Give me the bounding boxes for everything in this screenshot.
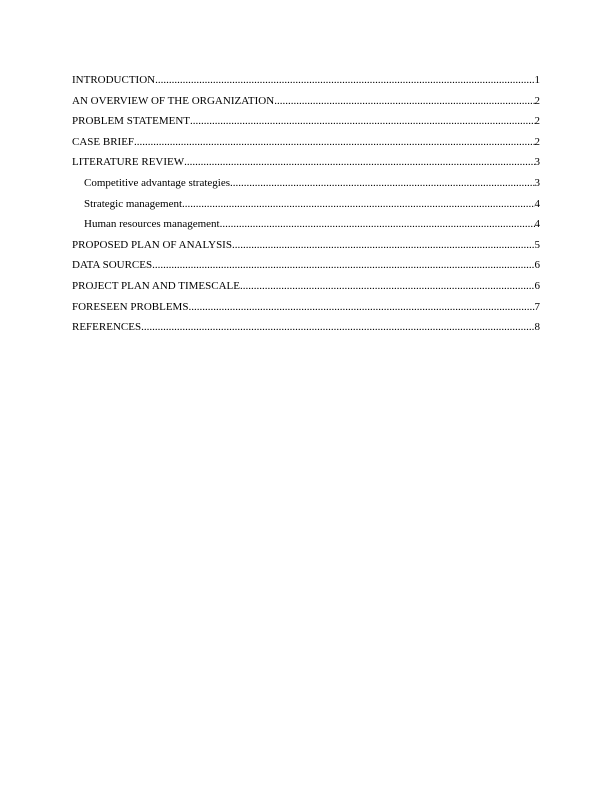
toc-dot-leader (188, 297, 534, 318)
toc-entry-foreseen-problems[interactable] (72, 297, 540, 318)
toc-entry-title: REFERENCES (72, 321, 142, 334)
toc-entry-title: LITERATURE REVIEW (72, 156, 185, 169)
toc-entry-references[interactable] (72, 317, 540, 338)
toc-dot-leader (155, 70, 534, 91)
toc-entry-proposed-plan-of-analysis[interactable] (72, 235, 540, 256)
toc-entry-page-number: 6 (534, 259, 540, 272)
toc-dot-leader (232, 235, 535, 256)
toc-entry-data-sources[interactable] (72, 255, 540, 276)
toc-dot-leader (240, 276, 535, 297)
toc-entry-page-number: 4 (534, 197, 540, 210)
toc-entry-title: CASE BRIEF (72, 135, 135, 148)
toc-dot-leader (230, 173, 534, 194)
toc-dot-leader (141, 317, 534, 338)
toc-dot-leader (184, 152, 534, 173)
toc-entry-title: Strategic management (84, 197, 183, 210)
table-of-contents (72, 70, 540, 338)
toc-entry-title: Competitive advantage strategies (84, 176, 231, 189)
toc-entry-competitive-advantage-strategies[interactable] (72, 173, 540, 194)
toc-entry-problem-statement[interactable] (72, 111, 540, 132)
toc-entry-title: Human resources management (84, 218, 220, 231)
toc-entry-page-number: 2 (534, 115, 540, 128)
toc-entry-literature-review[interactable] (72, 152, 540, 173)
toc-entry-title: FORESEEN PROBLEMS (72, 300, 189, 313)
toc-entry-page-number: 3 (534, 156, 540, 169)
toc-entry-page-number: 6 (534, 279, 540, 292)
toc-dot-leader (190, 111, 535, 132)
toc-entry-title: PROPOSED PLAN OF ANALYSIS (72, 238, 232, 251)
toc-entry-page-number: 4 (534, 218, 540, 231)
toc-entry-page-number: 2 (534, 135, 540, 148)
toc-dot-leader (274, 91, 534, 112)
toc-entry-introduction[interactable] (72, 70, 540, 91)
toc-dot-leader (134, 132, 534, 153)
toc-dot-leader (182, 194, 534, 215)
toc-entry-title: AN OVERVIEW OF THE ORGANIZATION (72, 94, 275, 107)
toc-entry-title: DATA SOURCES (72, 259, 153, 272)
toc-entry-page-number: 1 (534, 74, 540, 86)
toc-entry-title: PROBLEM STATEMENT (72, 115, 190, 128)
toc-entry-overview-of-organization[interactable] (72, 91, 540, 112)
toc-entry-page-number: 8 (534, 321, 540, 334)
toc-dot-leader (152, 255, 534, 276)
toc-entry-case-brief[interactable] (72, 132, 540, 153)
toc-entry-strategic-management[interactable] (72, 194, 540, 215)
toc-entry-title: PROJECT PLAN AND TIMESCALE (72, 279, 240, 292)
toc-entry-human-resources-management[interactable] (72, 214, 540, 235)
toc-entry-page-number: 3 (534, 176, 540, 189)
toc-entry-title: INTRODUCTION (72, 74, 156, 86)
toc-entry-project-plan-and-timescale[interactable] (72, 276, 540, 297)
toc-entry-page-number: 7 (534, 300, 540, 313)
toc-entry-page-number: 2 (534, 94, 540, 107)
toc-dot-leader (220, 214, 535, 235)
toc-entry-page-number: 5 (534, 238, 540, 251)
